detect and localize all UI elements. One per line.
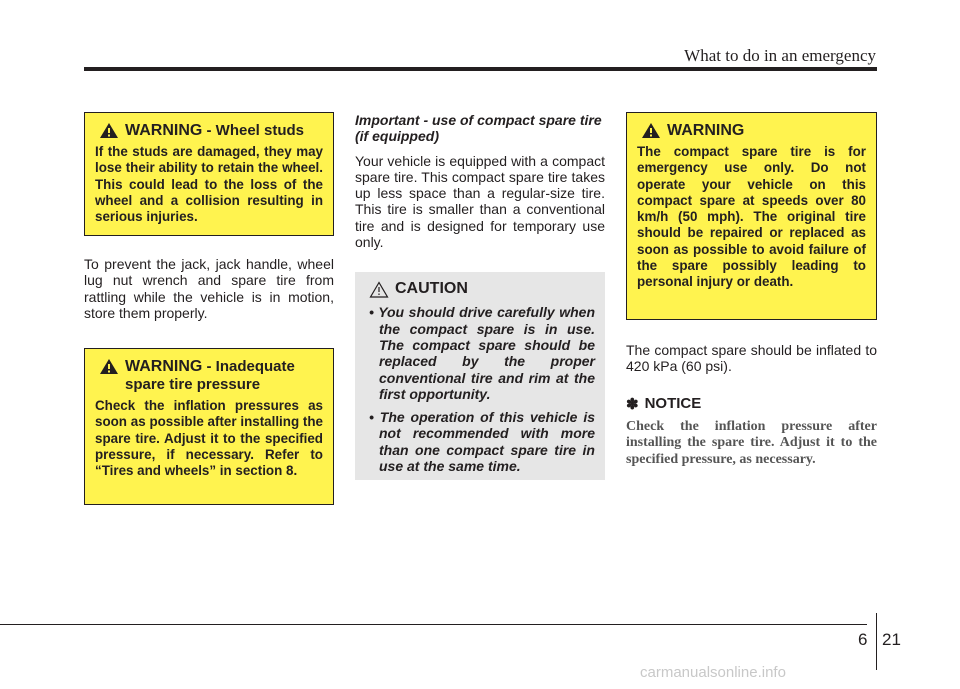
warning-title: [95, 358, 323, 394]
caution-item: • You should drive carefully when the compact spare is in use. The compact spare should be replaced by the proper conventional tire and rim at the first opportunity.: [369, 304, 595, 402]
warning-triangle-icon: [99, 358, 119, 375]
warning-body: Check the inflation pressures as soon as possible after installing the spare tire. Adjust it to the specified pressure, if necessary. Refer to “Tires and wheels” in section 8.: [95, 398, 323, 479]
notice-star-icon: ✽: [626, 395, 639, 413]
warning-box-compact-spare: [626, 112, 877, 320]
notice-label: NOTICE: [644, 395, 702, 413]
chapter-number: 6: [858, 630, 868, 649]
header-rule: [84, 67, 877, 71]
warning-box-wheel-studs: [84, 112, 334, 236]
page-number: 21: [882, 630, 901, 649]
warning-title: [95, 122, 323, 140]
warning-triangle-icon: [641, 122, 661, 139]
caution-item: • The operation of this vehicle is not recommended with more than one compact spare tire in use at the same time.: [369, 409, 595, 475]
section-subheading: Important - use of compact spare tire (if equipped): [355, 112, 602, 145]
warning-title: [637, 122, 866, 140]
footer-rule: [0, 624, 867, 625]
caution-box: [355, 272, 605, 480]
warning-subtitle: - Wheel studs: [202, 122, 305, 139]
inflation-paragraph: The compact spare should be inflated to 420 kPa (60 psi).: [626, 342, 877, 375]
notice-body: Check the inflation pressure after installing the spare tire. Adjust it to the specified pressure, as necessary.: [626, 418, 877, 467]
warning-body: The compact spare tire is for emergency use only. Do not operate your vehicle on this compact spare at speeds over 80 km/h (50 mph). The original tire should be repaired or replaced as soon as possible to avoid failure of the spare possibly leading to personal injury or death.: [637, 144, 866, 290]
warning-label: WARNING: [125, 122, 203, 139]
caution-triangle-icon: [369, 281, 389, 298]
footer-divider: [876, 613, 877, 670]
column-1: [84, 112, 334, 505]
caution-title: [365, 280, 595, 298]
storage-paragraph: To prevent the jack, jack handle, wheel lug nut wrench and spare tire from rattling while the vehicle is in motion, store them properly.: [84, 256, 334, 321]
warning-subtitle: - Inadequate spare tire pressure: [125, 358, 295, 394]
warning-triangle-icon: [99, 122, 119, 139]
compact-spare-paragraph: Your vehicle is equipped with a compact spare tire. This compact spare tire takes up less space than a regular-size tire. This tire is smaller than a conventional tire and is designed for temporary use only.: [355, 152, 605, 251]
caution-label: CAUTION: [395, 280, 468, 298]
warning-label: WARNING: [667, 122, 745, 139]
notice-title: [626, 395, 877, 413]
warning-body: If the studs are damaged, they may lose their ability to retain the wheel. This could lead to the loss of the wheel and a collision resulting in serious injuries.: [95, 144, 323, 225]
column-3: [626, 112, 877, 468]
column-2: [355, 112, 605, 480]
watermark: carmanualsonline.info: [640, 664, 786, 681]
warning-label: WARNING: [125, 358, 203, 376]
page-header-title: What to do in an emergency: [684, 46, 876, 65]
warning-box-pressure: [84, 348, 334, 505]
